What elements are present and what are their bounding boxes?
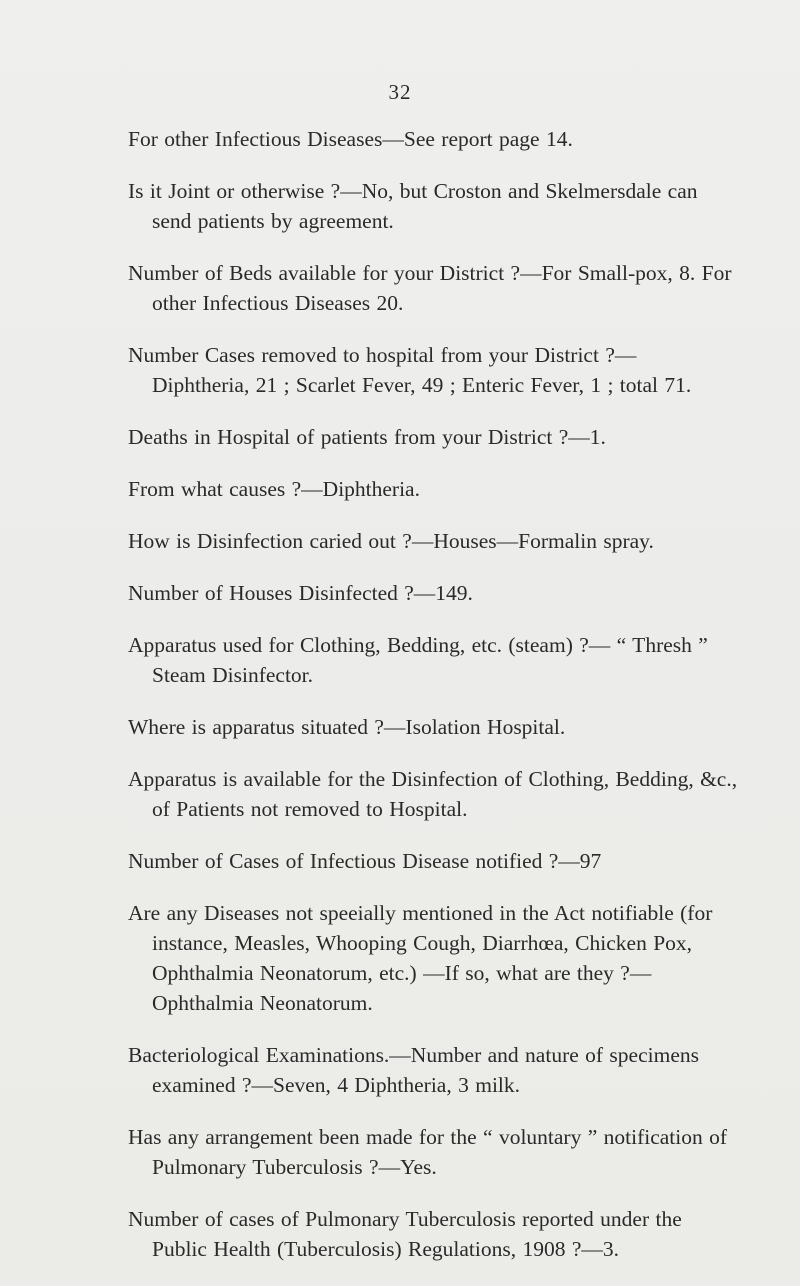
- paragraph-tuberculosis-cases: Number of cases of Pulmonary Tuberculosis reported under the Public Health (Tuberculosis) Regulations, 1908 ?—3.: [128, 1207, 682, 1261]
- paragraph-voluntary-notification: Has any arrangement been made for the “ voluntary ” notification of Pulmonary Tuberculosis ?—Yes.: [128, 1125, 728, 1179]
- paragraph-other-notifiable-diseases: Are any Diseases not speeially mentioned in the Act notifiable (for instance, Measles, Whooping Cough, Diarrhœa, Chicken Pox, Ophthalmia Neonatorum, etc.) —If so, what are they ?—Ophthalmia Neonatorum.: [128, 901, 713, 1015]
- paragraph-causes: From what causes ?—Diphtheria.: [128, 477, 420, 501]
- paragraph-cases-removed: Number Cases removed to hospital from your District ?— Diphtheria, 21 ; Scarlet Fever, 49 ; Enteric Fever, 1 ; total 71.: [128, 343, 692, 397]
- paragraph-number-of-beds: Number of Beds available for your District ?—For Small-pox, 8. For other Infectious Diseases 20.: [128, 261, 732, 315]
- report-body: [128, 124, 738, 1286]
- paragraph-other-infectious-diseases: For other Infectious Diseases—See report page 14.: [128, 127, 573, 151]
- paragraph-houses-disinfected: Number of Houses Disinfected ?—149.: [128, 581, 473, 605]
- paragraph-joint-arrangement: Is it Joint or otherwise ?—No, but Croston and Skelmersdale can send patients by agreement.: [128, 179, 698, 233]
- paragraph-disinfection-method: How is Disinfection caried out ?—Houses—Formalin spray.: [128, 529, 654, 553]
- page-number: 32: [388, 80, 412, 104]
- paragraph-bacteriological-examinations: Bacteriological Examinations.—Number and nature of specimens examined ?—Seven, 4 Diphtheria, 3 milk.: [128, 1043, 699, 1097]
- paragraph-apparatus-location: Where is apparatus situated ?—Isolation Hospital.: [128, 715, 566, 739]
- paragraph-deaths-in-hospital: Deaths in Hospital of patients from your District ?—1.: [128, 425, 606, 449]
- paragraph-apparatus-availability: Apparatus is available for the Disinfection of Clothing, Bedding, &c., of Patients not removed to Hospital.: [128, 767, 738, 821]
- paragraph-apparatus-used: Apparatus used for Clothing, Bedding, etc. (steam) ?— “ Thresh ” Steam Disinfector.: [128, 633, 708, 687]
- paragraph-cases-notified: Number of Cases of Infectious Disease notified ?—97: [128, 849, 602, 873]
